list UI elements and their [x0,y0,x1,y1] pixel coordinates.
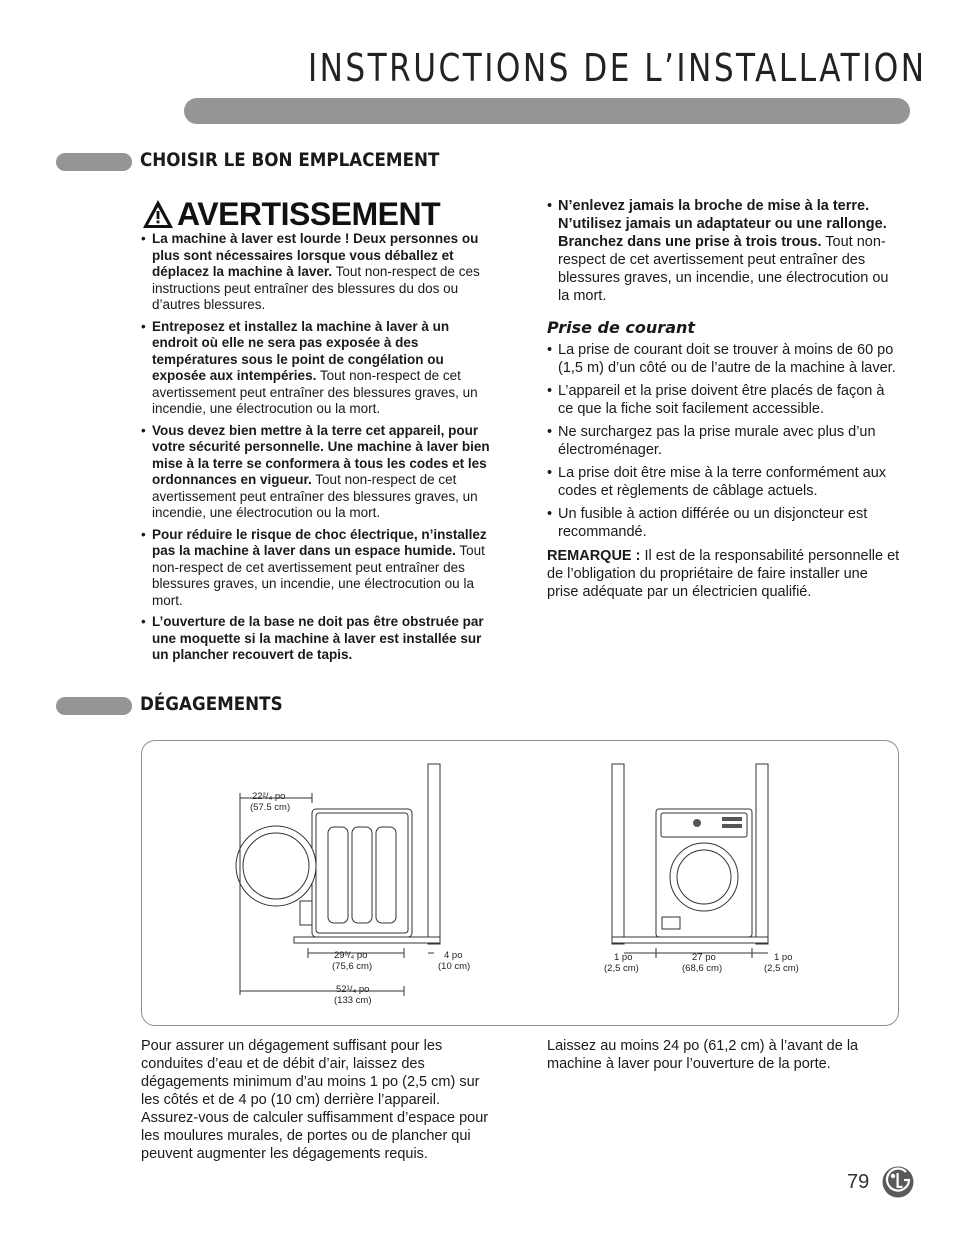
list-item-text: Tout non-respect de cet avertissement peut entraîner des blessures graves, un incendie, une électrocution ou la mort. [558,234,889,304]
list-item-bold: Entreposez et installez la machine à laver à un endroit où elle ne sera pas exposée à des températures sous le point de congélation ou exposée aux intempéries. [152,318,450,383]
dim-label-front-left-cm: (2,5 cm) [604,963,639,974]
outlet-list [547,341,902,541]
page-title: INSTRUCTIONS DE L’INSTALLATION [308,46,927,90]
dim-label-total-cm: (133 cm) [334,995,372,1006]
section-heading-clearances: DÉGAGEMENTS [140,693,283,715]
list-item: • Ne surchargez pas la prise murale avec plus d’un électroménager. [547,423,902,459]
warning-list-left [141,231,491,669]
clearance-diagram-drawing [142,741,898,1025]
list-item-text: Tout non-respect de ces instructions peut entraîner des blessures du dos ou d’autres blessures. [152,264,480,312]
section-heading-location: CHOISIR LE BON EMPLACEMENT [140,149,440,171]
list-item-bold: Vous devez bien mettre à la terre cet appareil, pour votre sécurité personnelle. Une machine à laver bien mise à la terre se conformera à tous les codes et les ordonnances en vigueur. [152,422,490,487]
list-item: • L’appareil et la prise doivent être placés de façon à ce que la fiche soit facilement accessible. [547,382,902,418]
clearance-text-right: Laissez au moins 24 po (61,2 cm) à l’avant de la machine à laver pour l’ouverture de la porte. [547,1038,859,1072]
list-item [547,197,902,305]
page-number: 79 [847,1171,870,1193]
list-item: • La prise de courant doit se trouver à moins de 60 po (1,5 m) d’un côté ou de l’autre de la machine à laver. [547,341,902,377]
list-item: • Un fusible à action différée ou un disjoncteur est recommandé. [547,505,902,541]
section-marker [56,153,132,171]
list-item-text: Tout non-respect de cet avertissement peut entraîner des blessures graves, un incendie, une électrocution ou la mort. [152,472,478,520]
dim-label-front-right: 1 po [774,952,793,963]
dim-label-front-left: 1 po [614,952,633,963]
dim-label-depth-mid: 29³/₄ po [334,950,368,961]
dim-label-total: 52¹/₄ po [336,984,370,995]
note-label: REMARQUE : [547,548,641,564]
list-item [141,231,491,314]
list-item-bold: L’ouverture de la base ne doit pas être obstruée par une moquette si la machine à laver est installée sur un plancher recouvert de tapis. [152,614,484,662]
clearance-diagram [141,740,899,1026]
list-item-bold: Pour réduire le risque de choc électrique, n’installez pas la machine à laver dans un espace humide. [152,526,487,558]
list-item-bold: N’enlevez jamais la broche de mise à la terre. N’utilisez jamais un adaptateur ou une rallonge. Branchez dans une prise à trois trous. [558,198,887,250]
list-item [141,527,491,610]
note-text: Il est de la responsabilité personnelle et de l’obligation du propriétaire de faire installer une prise adéquate par un électricien qualifié. [547,548,900,600]
lg-logo-icon [882,1166,914,1198]
warning-label: AVERTISSEMENT [177,195,441,232]
dim-label-front-width-cm: (68,6 cm) [682,963,723,974]
dim-label-depth-mid-cm: (75,6 cm) [332,961,373,972]
dim-label-depth-top-cm: (57.5 cm) [250,802,291,813]
warning-banner [141,195,440,233]
section-marker [56,697,132,715]
dim-label-front-right-cm: (2,5 cm) [764,963,799,974]
outlet-heading: Prise de courant [547,318,696,337]
note [547,547,902,601]
list-item-text: Tout non-respect de cet avertissement peut entraîner des blessures graves, un incendie, une électrocution ou la mort. [152,368,478,416]
dim-label-depth-top: 22²/₄ po [252,791,286,802]
list-item-bold: La machine à laver est lourde ! Deux personnes ou plus sont nécessaires lorsque vous déballez et déplacez la machine à laver. [152,231,479,279]
title-bar [184,98,910,124]
dim-label-front-width: 27 po [692,952,716,963]
dim-label-rear: 4 po [444,950,463,961]
clearance-text-left: Pour assurer un dégagement suffisant pour les conduites d’eau et de débit d’air, laissez des dégagements minimum d’au moins 1 po (2,5 cm) sur les côtés et de 4 po (10 cm) derrière l’appareil. Assurez-vous de calculer suffisamment d’espace pour les moulures murales, de portes ou de plancher qui peuvent augmenter les dégagements requis. [141,1038,489,1162]
list-item [141,614,491,664]
list-item: • La prise doit être mise à la terre conformément aux codes et règlements de câblage actuels. [547,464,902,500]
warning-list-right [547,197,902,601]
warning-triangle-icon [141,198,175,230]
dim-label-rear-cm: (10 cm) [438,961,471,972]
list-item-text: Tout non-respect de cet avertissement peut entraîner des blessures graves, un incendie, une électrocution ou la mort. [152,543,485,608]
list-item [141,423,491,522]
list-item [141,319,491,418]
